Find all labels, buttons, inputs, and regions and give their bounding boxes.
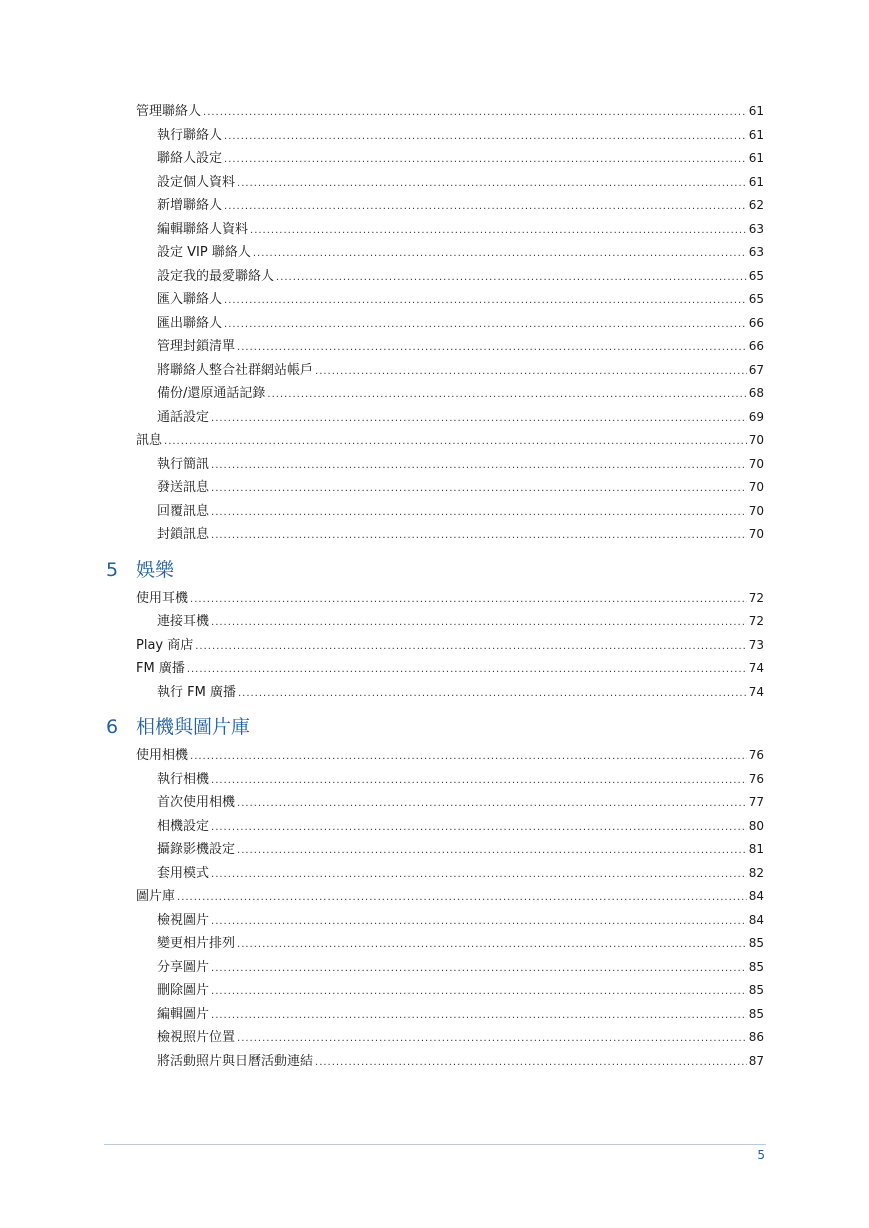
toc-entry-title: 回覆訊息 — [157, 503, 210, 519]
toc-leader-dots — [211, 1004, 747, 1028]
toc-leader-dots — [224, 313, 747, 337]
toc-entry-page: 67 — [748, 362, 764, 377]
toc-entry-title: FM 廣播 — [136, 661, 185, 676]
toc-entry-page: 76 — [748, 748, 764, 762]
toc-leader-dots — [238, 682, 747, 706]
toc-entry[interactable] — [106, 312, 764, 336]
toc-entry-page: 77 — [748, 795, 764, 809]
toc-entry-title: 發送訊息 — [157, 480, 210, 495]
chapter-number: 5 — [106, 558, 119, 581]
toc-leader-dots — [224, 289, 747, 313]
toc-entry[interactable] — [106, 171, 764, 195]
toc-entry-title: 套用模式 — [157, 865, 210, 881]
toc-entry-page: 70 — [748, 480, 764, 494]
toc-entry[interactable] — [106, 406, 764, 430]
toc-entry[interactable] — [106, 359, 764, 383]
toc-leader-dots — [211, 454, 747, 478]
toc-entry[interactable] — [106, 265, 764, 289]
table-of-contents — [106, 100, 764, 1073]
toc-entry[interactable] — [106, 335, 764, 359]
toc-entry-title: 分享圖片 — [157, 959, 210, 975]
toc-entry[interactable] — [106, 634, 764, 658]
toc-leader-dots — [187, 658, 747, 682]
toc-entry-title: 連接耳機 — [157, 614, 210, 629]
toc-entry-page: 73 — [748, 637, 764, 652]
toc-entry-page: 85 — [748, 959, 764, 974]
toc-leader-dots — [190, 745, 747, 769]
toc-entry-title: 聯絡人設定 — [157, 151, 223, 166]
toc-leader-dots — [237, 933, 747, 957]
toc-entry-page: 65 — [748, 292, 764, 306]
toc-entry-page: 61 — [748, 127, 764, 142]
toc-entry-title: 新增聯絡人 — [157, 198, 223, 213]
toc-entry-page: 87 — [748, 1053, 764, 1068]
toc-leader-dots — [237, 792, 747, 816]
toc-entry[interactable] — [106, 124, 764, 148]
toc-leader-dots — [190, 588, 747, 612]
toc-entry[interactable] — [106, 1003, 764, 1027]
toc-entry-title: 執行聯絡人 — [157, 127, 223, 143]
toc-leader-dots — [211, 980, 747, 1004]
toc-entry[interactable] — [106, 610, 764, 634]
toc-entry[interactable] — [106, 791, 764, 815]
toc-leader-dots — [211, 524, 747, 548]
toc-entry-page: 80 — [748, 818, 764, 833]
toc-entry-page: 69 — [748, 409, 764, 424]
toc-entry-title: Play 商店 — [136, 637, 194, 653]
toc-entry-title: 刪除圖片 — [157, 983, 210, 998]
chapter-title: 相機與圖片庫 — [136, 716, 251, 738]
toc-entry-title: 使用耳機 — [136, 590, 189, 606]
toc-entry-title: 將聯絡人整合社群網站帳戶 — [157, 362, 314, 378]
toc-entry-title: 匯出聯絡人 — [157, 315, 223, 331]
toc-entry-page: 86 — [748, 1030, 764, 1044]
toc-entry-page: 63 — [748, 221, 764, 236]
chapter-heading — [106, 712, 764, 742]
toc-entry-page: 72 — [748, 590, 764, 605]
toc-entry-page: 61 — [748, 174, 764, 189]
toc-entry[interactable] — [106, 1026, 764, 1050]
toc-entry-page: 61 — [748, 151, 764, 165]
toc-entry-title: 執行簡訊 — [157, 456, 210, 472]
toc-entry-title: 攝錄影機設定 — [157, 842, 236, 857]
toc-entry-title: 檢視照片位置 — [157, 1030, 236, 1045]
toc-leader-dots — [211, 477, 747, 501]
toc-leader-dots — [211, 910, 747, 934]
toc-leader-dots — [315, 360, 747, 384]
toc-entry[interactable] — [106, 241, 764, 265]
toc-entry-page: 72 — [748, 614, 764, 628]
toc-entry[interactable] — [106, 932, 764, 956]
toc-entry[interactable] — [106, 979, 764, 1003]
toc-entry-title: 匯入聯絡人 — [157, 292, 223, 307]
toc-entry[interactable] — [106, 956, 764, 980]
toc-leader-dots — [211, 501, 747, 525]
toc-entry[interactable] — [106, 476, 764, 500]
toc-leader-dots — [315, 1051, 747, 1075]
toc-entry[interactable] — [106, 100, 764, 124]
chapter-heading — [106, 555, 764, 585]
toc-entry-page: 62 — [748, 198, 764, 212]
toc-entry-title: 首次使用相機 — [157, 795, 236, 810]
toc-entry-page: 70 — [748, 503, 764, 518]
toc-leader-dots — [237, 1027, 747, 1051]
toc-entry-title: 管理聯絡人 — [136, 104, 202, 119]
toc-entry[interactable] — [106, 147, 764, 171]
toc-entry[interactable] — [106, 768, 764, 792]
toc-entry-title: 執行相機 — [157, 771, 210, 787]
toc-entry-title: 變更相片排列 — [157, 936, 236, 951]
toc-leader-dots — [276, 266, 747, 290]
toc-leader-dots — [237, 172, 747, 196]
toc-leader-dots — [211, 957, 747, 981]
toc-leader-dots — [203, 101, 747, 125]
toc-entry[interactable] — [106, 523, 764, 547]
toc-leader-dots — [224, 148, 747, 172]
toc-entry-title: 設定個人資料 — [157, 174, 236, 190]
toc-entry-title: 備份/還原通話記錄 — [157, 386, 266, 401]
toc-entry-title: 將活動照片與日曆活動連結 — [157, 1053, 314, 1069]
toc-entry-page: 81 — [748, 842, 764, 856]
toc-entry-title: 設定 VIP 聯絡人 — [157, 245, 251, 260]
toc-entry-title: 圖片庫 — [136, 889, 176, 904]
toc-leader-dots — [164, 430, 747, 454]
toc-entry[interactable] — [106, 838, 764, 862]
toc-entry-title: 通話設定 — [157, 409, 210, 425]
toc-entry[interactable] — [106, 885, 764, 909]
toc-entry-page: 85 — [748, 983, 764, 997]
toc-entry-title: 訊息 — [136, 433, 163, 448]
toc-leader-dots — [211, 769, 747, 793]
toc-entry[interactable] — [106, 194, 764, 218]
footer-rule — [104, 1144, 766, 1145]
toc-leader-dots — [237, 336, 747, 360]
toc-entry-page: 66 — [748, 339, 764, 353]
chapter-number: 6 — [106, 716, 119, 738]
toc-entry-page: 68 — [748, 386, 764, 400]
toc-entry-title: 編輯圖片 — [157, 1006, 210, 1022]
toc-entry-title: 使用相機 — [136, 748, 189, 763]
toc-entry-page: 70 — [748, 456, 764, 471]
toc-entry[interactable] — [106, 218, 764, 242]
toc-leader-dots — [250, 219, 747, 243]
toc-entry[interactable] — [106, 681, 764, 705]
toc-entry-title: 設定我的最愛聯絡人 — [157, 268, 275, 284]
toc-entry-page: 70 — [748, 527, 764, 541]
toc-entry[interactable] — [106, 429, 764, 453]
toc-entry-page: 84 — [748, 889, 764, 903]
toc-entry-page: 84 — [748, 912, 764, 927]
toc-entry[interactable] — [106, 815, 764, 839]
toc-entry-title: 編輯聯絡人資料 — [157, 221, 249, 237]
toc-entry-title: 管理封鎖清單 — [157, 339, 236, 354]
toc-leader-dots — [211, 611, 747, 635]
toc-entry[interactable] — [106, 909, 764, 933]
page-number: 5 — [757, 1148, 765, 1162]
toc-entry[interactable] — [106, 382, 764, 406]
toc-entry-page: 63 — [748, 245, 764, 259]
toc-leader-dots — [195, 635, 746, 659]
toc-entry-page: 74 — [748, 661, 764, 675]
chapter-title: 娛樂 — [136, 558, 175, 581]
toc-entry-page: 82 — [748, 865, 764, 880]
toc-entry-title: 相機設定 — [157, 818, 210, 834]
toc-leader-dots — [211, 863, 747, 887]
toc-leader-dots — [267, 383, 746, 407]
toc-leader-dots — [211, 407, 747, 431]
toc-entry-page: 66 — [748, 315, 764, 330]
toc-entry-page: 74 — [748, 684, 764, 699]
toc-entry[interactable] — [106, 453, 764, 477]
toc-entry-title: 檢視圖片 — [157, 912, 210, 928]
toc-entry[interactable] — [106, 1050, 764, 1074]
toc-entry[interactable] — [106, 587, 764, 611]
toc-entry-page: 85 — [748, 936, 764, 950]
toc-leader-dots — [237, 839, 747, 863]
toc-entry-page: 76 — [748, 771, 764, 786]
toc-entry[interactable] — [106, 744, 764, 768]
toc-entry[interactable] — [106, 288, 764, 312]
toc-leader-dots — [224, 195, 747, 219]
toc-entry-page: 85 — [748, 1006, 764, 1021]
toc-entry[interactable] — [106, 862, 764, 886]
toc-entry-title: 封鎖訊息 — [157, 527, 210, 542]
toc-leader-dots — [224, 125, 747, 149]
toc-entry-page: 65 — [748, 268, 764, 283]
toc-leader-dots — [177, 886, 747, 910]
toc-entry-page: 61 — [748, 104, 764, 118]
toc-entry[interactable] — [106, 500, 764, 524]
toc-leader-dots — [211, 816, 747, 840]
toc-entry-page: 70 — [748, 433, 764, 447]
toc-entry-title: 執行 FM 廣播 — [157, 684, 236, 700]
toc-leader-dots — [253, 242, 747, 266]
toc-entry[interactable] — [106, 657, 764, 681]
